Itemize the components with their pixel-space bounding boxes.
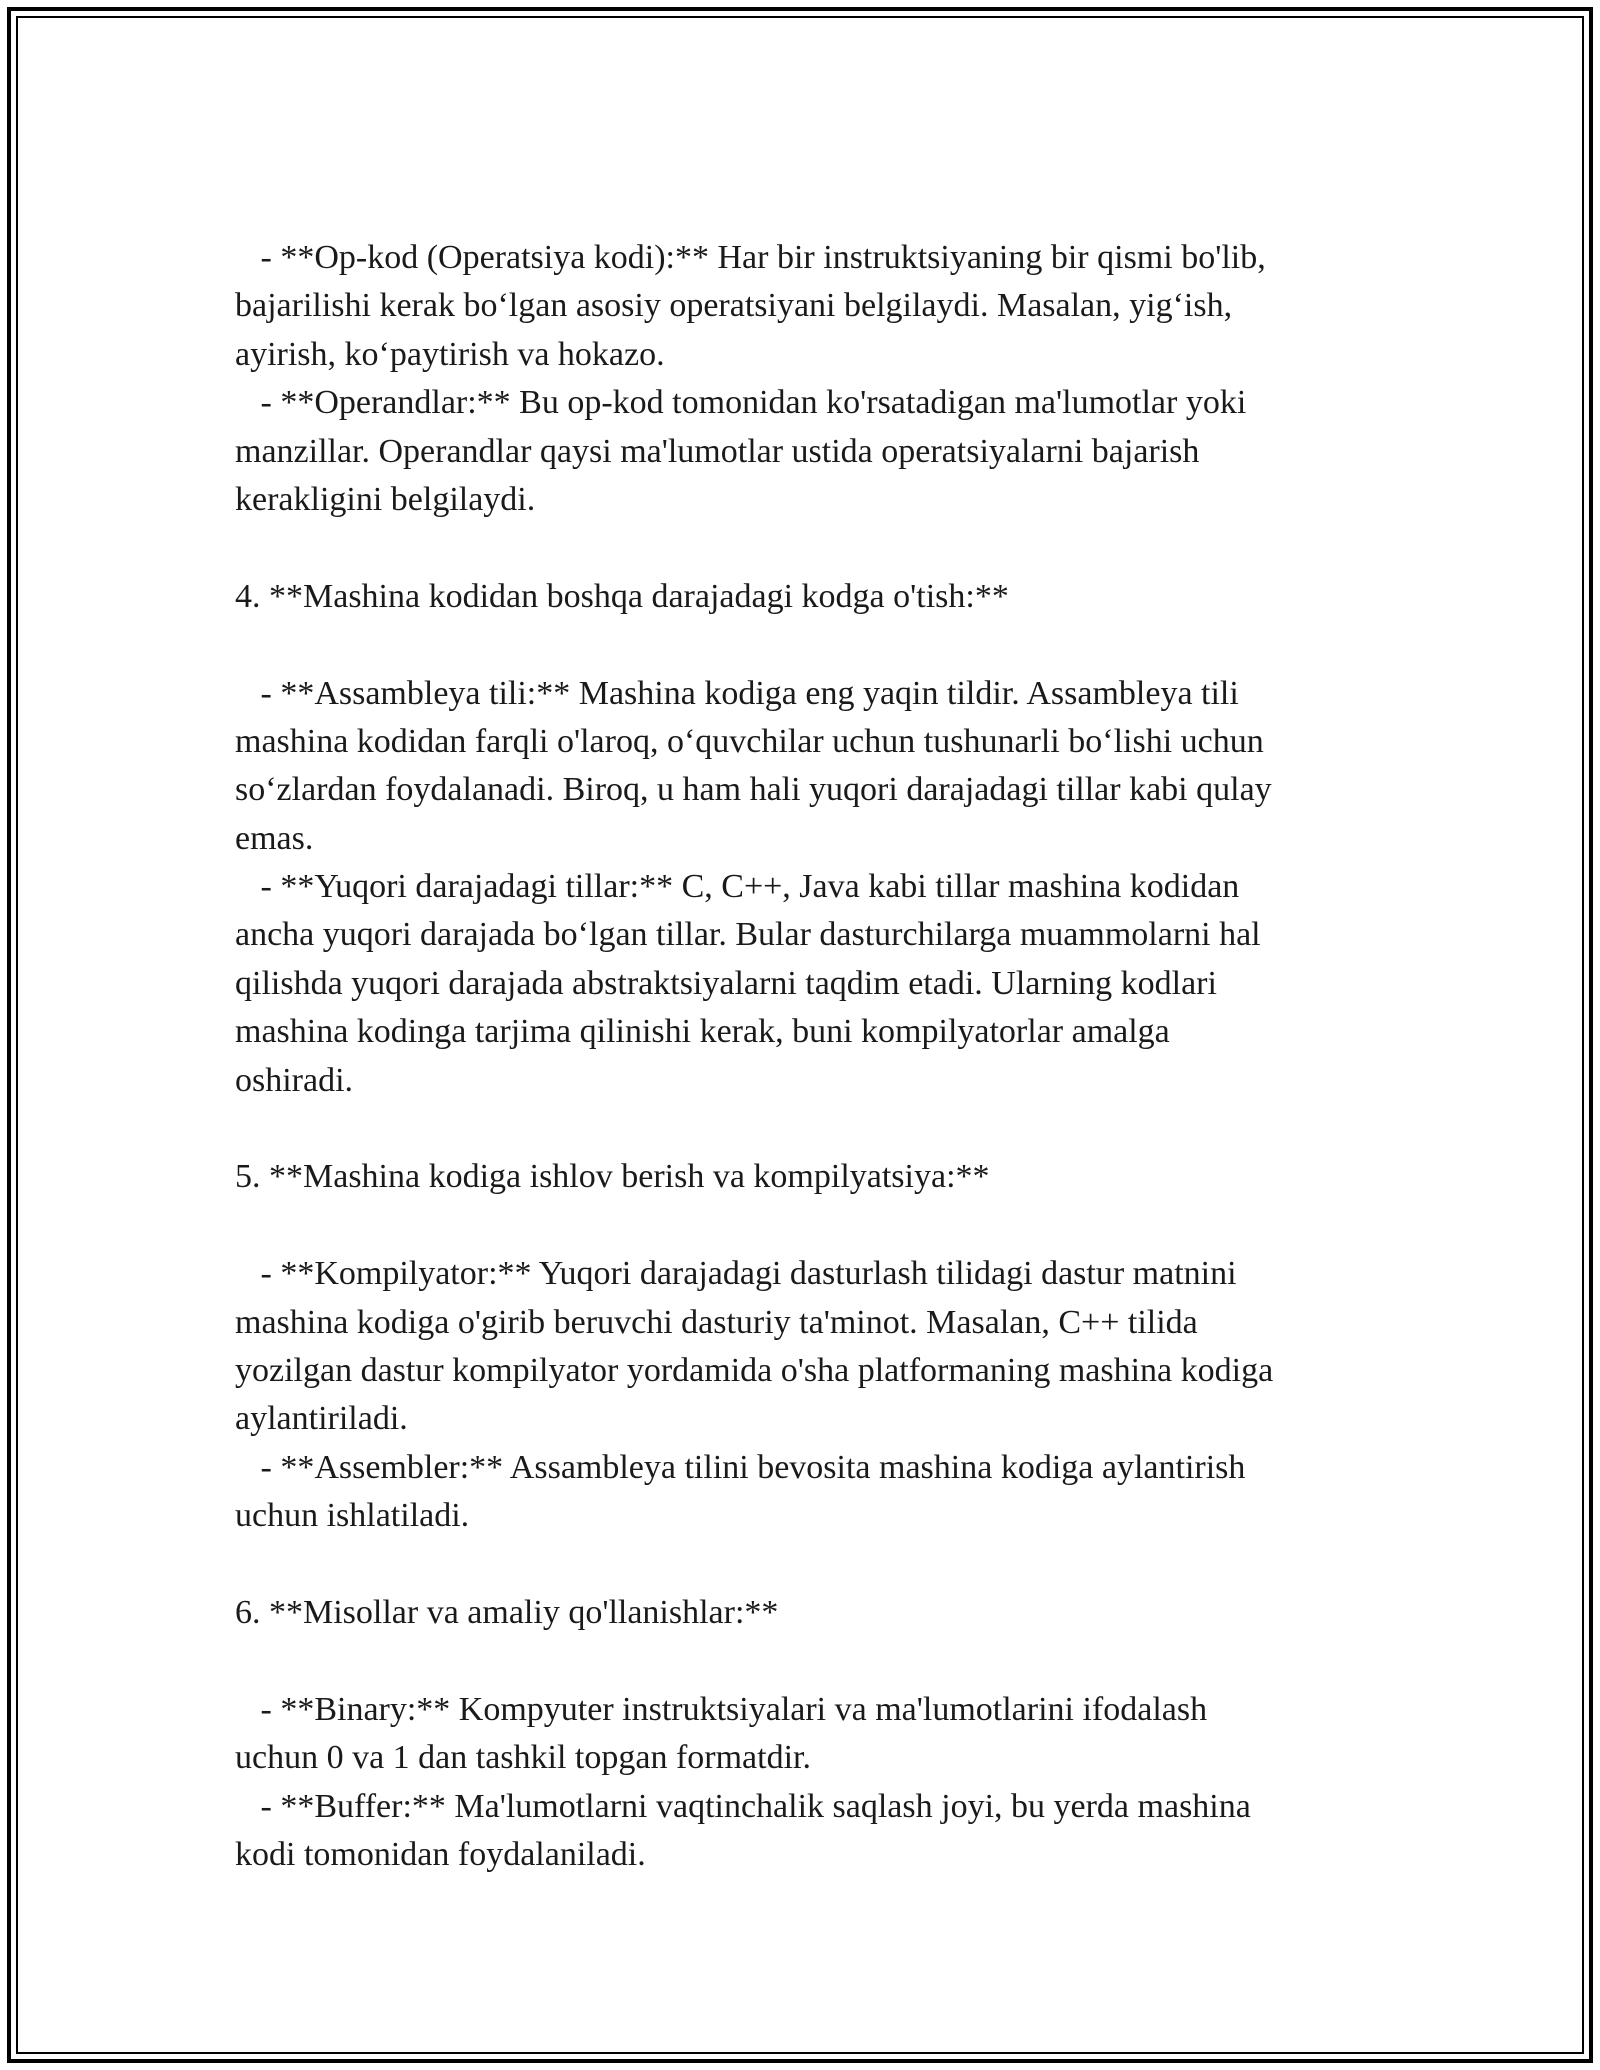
section-heading-4: 4. **Mashina kodidan boshqa darajadagi kodga o'tish:** xyxy=(235,577,1009,615)
text-line: - **Buffer:** Ma'lumotlarni vaqtinchalik saqlash joyi, bu yerda mashina xyxy=(235,1787,1251,1825)
blank-line xyxy=(235,1105,1365,1153)
text-line: bajarilishi kerak bo‘lgan asosiy operatsiyani belgilaydi. Masalan, yig‘ish, xyxy=(235,287,1233,325)
section-heading-6: 6. **Misollar va amaliy qo'llanishlar:** xyxy=(235,1593,779,1631)
text-line: uchun ishlatiladi. xyxy=(235,1497,470,1535)
text-line: - **Op-kod (Operatsiya kodi):** Har bir instruktsiyaning bir qismi bo'lib, xyxy=(235,239,1266,276)
blank-line xyxy=(235,1541,1365,1589)
text-line: mashina kodiga o'girib beruvchi dasturiy ta'minot. Masalan, C++ tilida xyxy=(235,1303,1198,1341)
text-line: qilishda yuqori darajada abstraktsiyalarni taqdim etadi. Ularning kodlari xyxy=(235,964,1217,1002)
document-body xyxy=(235,234,1365,1879)
text-line: yozilgan dastur kompilyator yordamida o'sha platformaning mashina kodiga xyxy=(235,1351,1274,1389)
text-line: uchun 0 va 1 dan tashkil topgan formatdir. xyxy=(235,1739,811,1777)
text-line: mashina kodinga tarjima qilinishi kerak, buni kompilyatorlar amalga xyxy=(235,1013,1170,1051)
text-line: aylantiriladi. xyxy=(235,1400,408,1438)
blank-line xyxy=(235,1637,1365,1685)
section-heading-5: 5. **Mashina kodiga ishlov berish va kompilyatsiya:** xyxy=(235,1158,990,1196)
text-line: - **Operandlar:** Bu op-kod tomonidan ko'rsatadigan ma'lumotlar yoki xyxy=(235,384,1247,422)
text-line: kodi tomonidan foydalaniladi. xyxy=(235,1835,646,1873)
text-line: so‘zlardan foydalanadi. Biroq, u ham hali yuqori darajadagi tillar kabi qulay xyxy=(235,771,1272,809)
text-line: - **Assembler:** Assambleya tilini bevosita mashina kodiga aylantirish xyxy=(235,1448,1246,1486)
text-line: ayirish, ko‘paytirish va hokazo. xyxy=(235,335,665,373)
text-line: - **Yuqori darajadagi tillar:** C, C++, Java kabi tillar mashina kodidan xyxy=(235,868,1240,906)
blank-line xyxy=(235,621,1365,669)
text-line: emas. xyxy=(235,819,314,857)
text-line: manzillar. Operandlar qaysi ma'lumotlar ustida operatsiyalarni bajarish xyxy=(235,432,1200,470)
blank-line xyxy=(235,524,1365,572)
text-line: oshiradi. xyxy=(235,1061,354,1099)
text-line: kerakligini belgilaydi. xyxy=(235,480,536,518)
text-line: - **Assambleya tili:** Mashina kodiga eng yaqin tildir. Assambleya tili xyxy=(235,674,1239,712)
text-line: mashina kodidan farqli o'laroq, o‘quvchilar uchun tushunarli bo‘lishi uchun xyxy=(235,722,1264,760)
text-line: ancha yuqori darajada bo‘lgan tillar. Bular dasturchilarga muammolarni hal xyxy=(235,916,1261,954)
text-line: - **Kompilyator:** Yuqori darajadagi dasturlash tilidagi dastur matnini xyxy=(235,1255,1237,1293)
blank-line xyxy=(235,1202,1365,1250)
text-line: - **Binary:** Kompyuter instruktsiyalari va ma'lumotlarini ifodalash xyxy=(235,1690,1208,1728)
